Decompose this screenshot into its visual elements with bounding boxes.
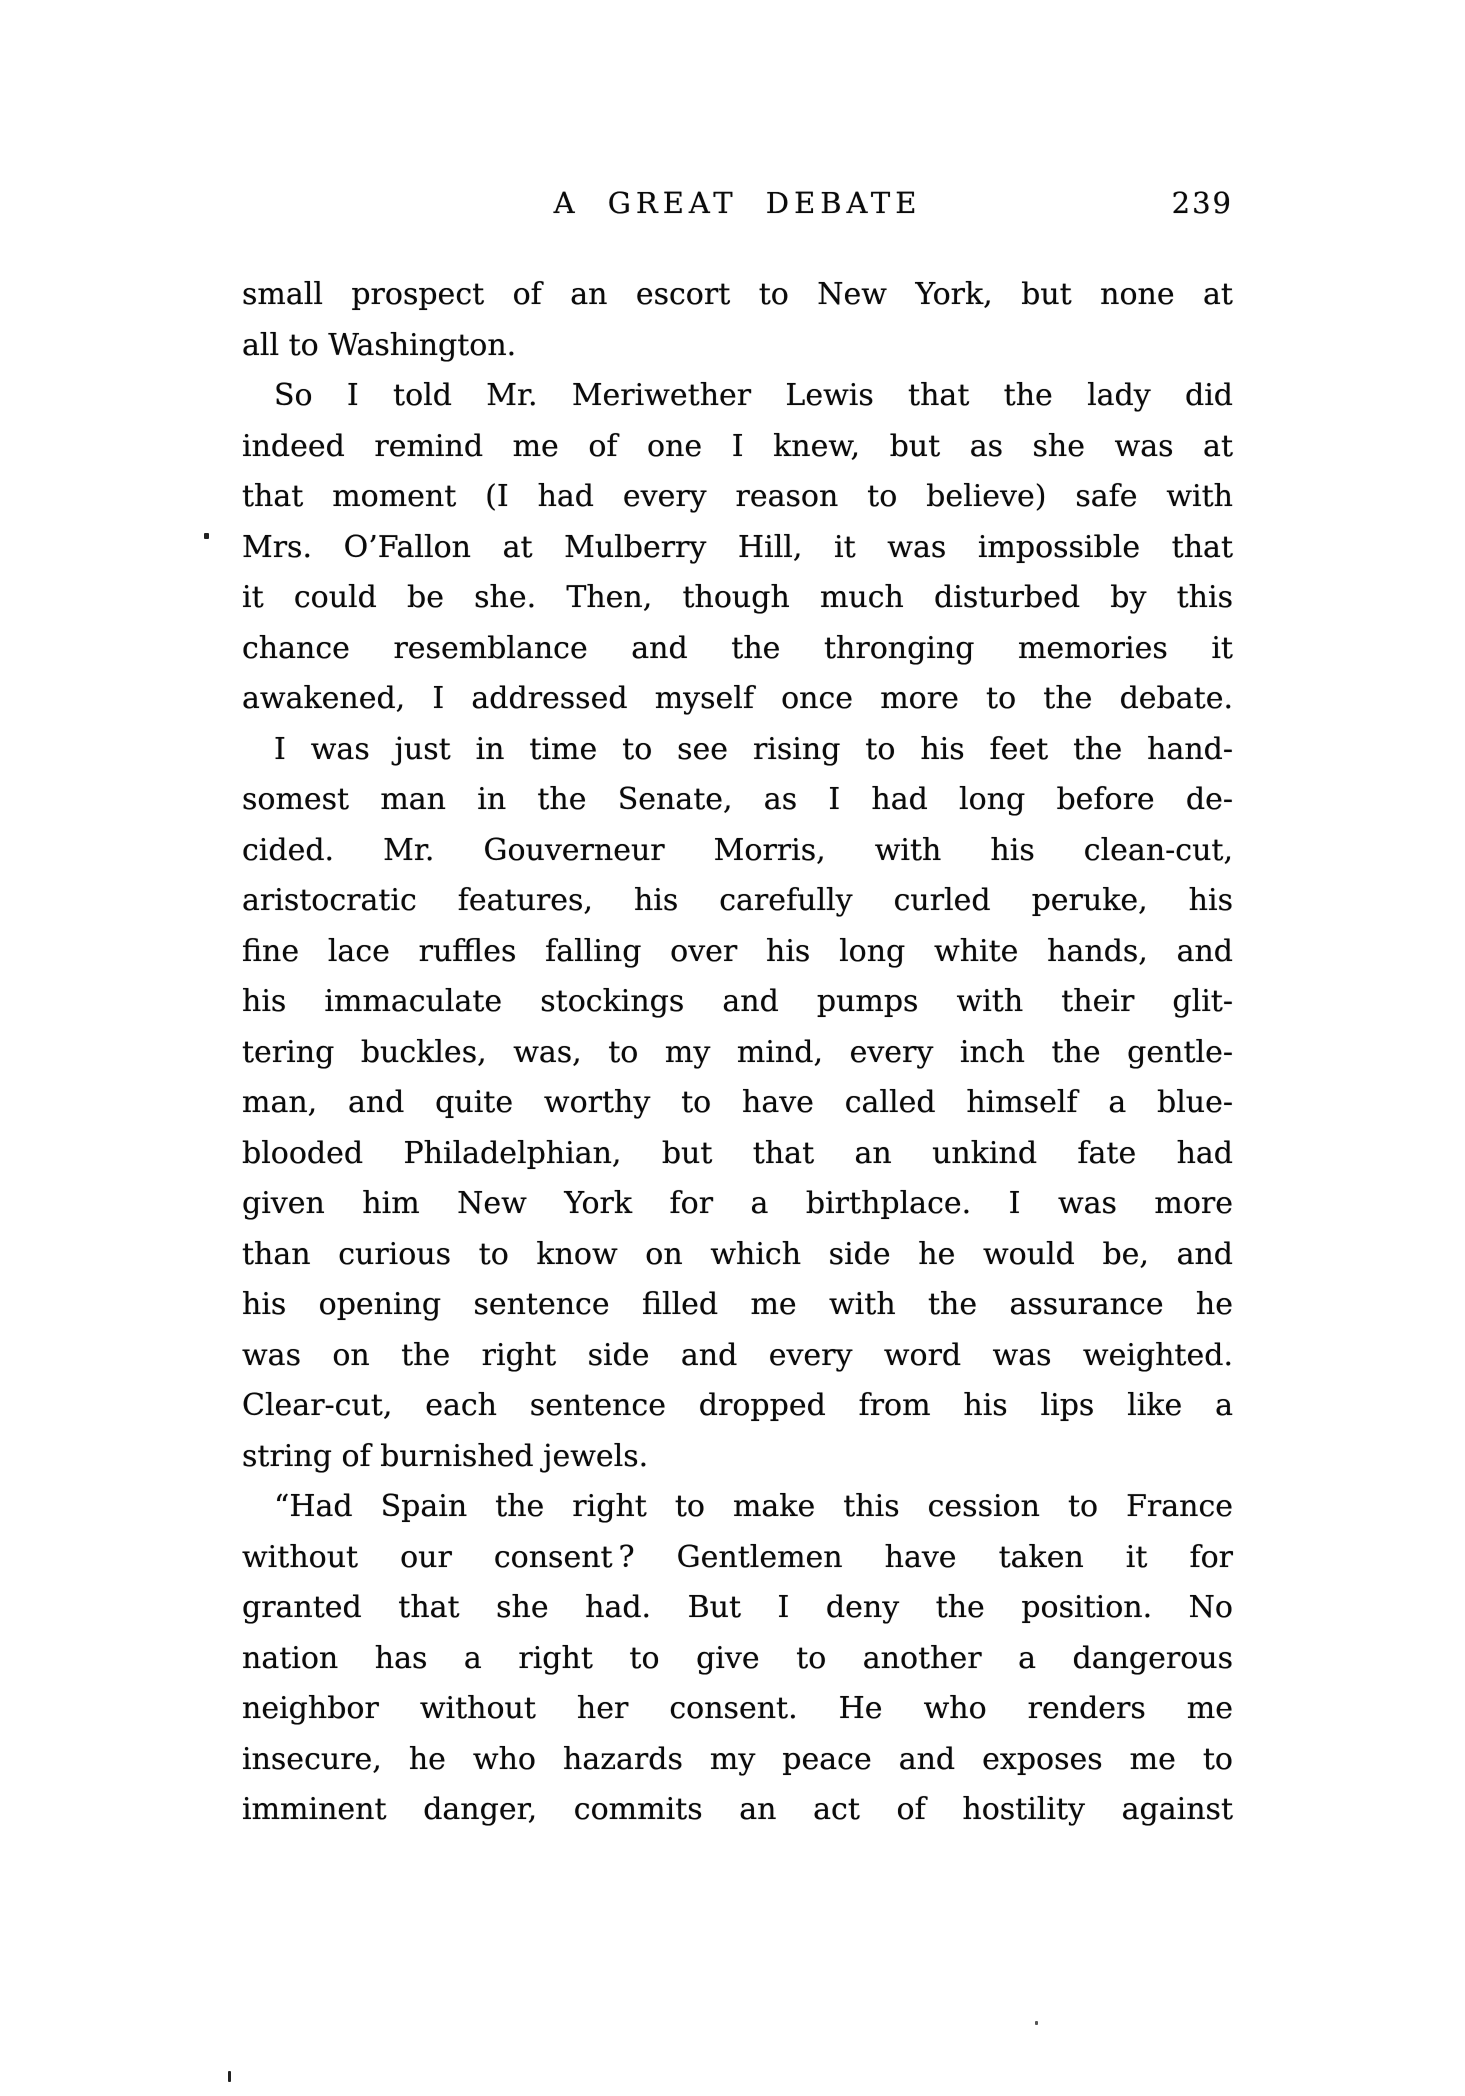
- text-line: that moment (I had every reason to believe) safe with: [242, 479, 1233, 514]
- text-line: somest man in the Senate, as I had long before de-: [242, 782, 1233, 817]
- page-number: 239: [1171, 186, 1233, 220]
- running-title: A GREAT DEBATE: [553, 186, 922, 220]
- text-line: So I told Mr. Meriwether Lewis that the lady did: [274, 378, 1233, 413]
- text-line: insecure, he who hazards my peace and exposes me to: [242, 1741, 1233, 1777]
- text-line: Clear-cut, each sentence dropped from his lips like a: [242, 1388, 1233, 1423]
- text-line: awakened, I addressed myself once more to the debate.: [242, 681, 1233, 716]
- text-line: was on the right side and every word was weighted.: [242, 1337, 1233, 1373]
- text-line: without our consent ? Gentlemen have taken it for: [242, 1539, 1233, 1575]
- text-block: [242, 270, 1233, 1836]
- text-line: tering buckles, was, to my mind, every inch the gentle-: [242, 1034, 1233, 1070]
- page-content: [242, 185, 1233, 1836]
- text-line: given him New York for a birthplace. I was more: [242, 1186, 1233, 1221]
- text-line: man, and quite worthy to have called himself a blue-: [242, 1085, 1233, 1120]
- text-line: indeed remind me of one I knew, but as she was at: [242, 428, 1233, 464]
- text-line: neighbor without her consent. He who renders me: [242, 1691, 1233, 1726]
- text-line: cided. Mr. Gouverneur Morris, with his clean-cut,: [242, 832, 1233, 868]
- text-line: all to Washington.: [242, 327, 517, 363]
- scan-speck: [204, 533, 209, 539]
- text-line: granted that she had. But I deny the position. No: [242, 1590, 1233, 1625]
- page-header: [242, 185, 1233, 221]
- text-line: “Had Spain the right to make this cession to France: [274, 1489, 1233, 1524]
- text-line: string of burnished jewels.: [242, 1438, 649, 1474]
- text-line: his immaculate stockings and pumps with their glit-: [242, 984, 1233, 1019]
- text-line: Mrs. O’Fallon at Mulberry Hill, it was impossible that: [242, 529, 1233, 565]
- text-line: it could be she. Then, though much disturbed by this: [242, 580, 1233, 615]
- text-line: aristocratic features, his carefully curled peruke, his: [242, 883, 1233, 918]
- scan-speck: [228, 2071, 231, 2082]
- text-line: than curious to know on which side he would be, and: [242, 1236, 1233, 1272]
- text-line: his opening sentence filled me with the assurance he: [242, 1287, 1233, 1322]
- text-line: chance resemblance and the thronging memories it: [242, 630, 1233, 666]
- text-line: small prospect of an escort to New York, but none at: [242, 277, 1233, 312]
- text-line: blooded Philadelphian, but that an unkind fate had: [242, 1135, 1233, 1171]
- text-line: nation has a right to give to another a dangerous: [242, 1640, 1233, 1676]
- text-line: imminent danger, commits an act of hostility against: [242, 1792, 1233, 1827]
- text-line: I was just in time to see rising to his feet the hand-: [274, 731, 1233, 767]
- scan-speck: [1035, 2021, 1038, 2025]
- text-line: fine lace ruffles falling over his long white hands, and: [242, 933, 1233, 969]
